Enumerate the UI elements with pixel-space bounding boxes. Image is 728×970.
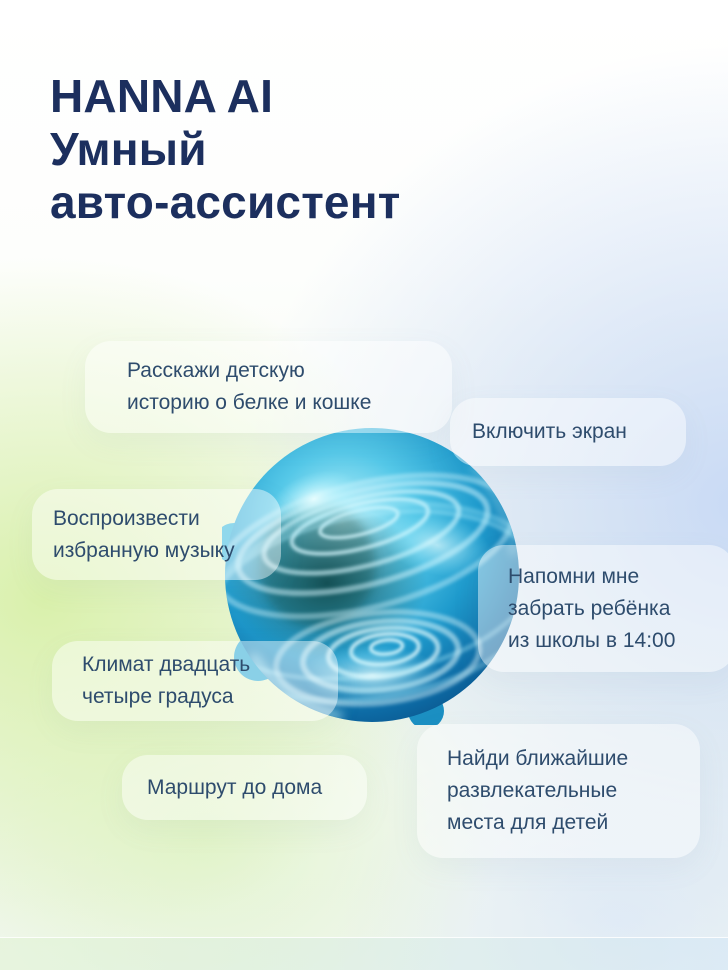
bubble-text-line: из школы в 14:00 — [508, 628, 676, 652]
page-title — [50, 70, 400, 229]
bubble-text-line: забрать ребёнка — [508, 596, 671, 620]
suggestion-bubble-route-home — [122, 755, 367, 820]
bubble-text-line: Климат двадцать — [82, 653, 251, 676]
bubble-text-line: Расскажи детскую — [127, 359, 305, 382]
bubble-text-line: четыре градуса — [82, 685, 234, 708]
suggestion-bubble-screen-on — [450, 398, 686, 466]
bubble-text-line: избранную музыку — [53, 538, 235, 562]
subtitle-line-2: авто-ассистент — [50, 176, 401, 228]
suggestion-bubble-play-music — [32, 489, 281, 580]
suggestion-bubble-find-places — [417, 724, 700, 858]
suggestion-bubble-tell-story — [85, 341, 452, 433]
bubble-text-line: Воспроизвести — [53, 506, 200, 530]
bottom-gradient-band — [0, 937, 728, 970]
bubble-text-line: Напомни мне — [508, 564, 640, 588]
bubble-text-line: Найди ближайшие — [447, 747, 629, 770]
bubble-text-line: историю о белке и кошке — [127, 391, 372, 414]
bubble-text-line: развлекательные — [447, 779, 618, 802]
bubble-text-line: места для детей — [447, 811, 609, 834]
suggestion-bubble-climate — [52, 641, 338, 721]
brand-title: HANNA AI — [50, 70, 274, 122]
subtitle-line-1: Умный — [50, 123, 207, 175]
bubble-text-line: Маршрут до дома — [147, 775, 323, 799]
bubble-text-line: Включить экран — [472, 420, 627, 443]
suggestion-bubble-reminder — [478, 545, 728, 672]
